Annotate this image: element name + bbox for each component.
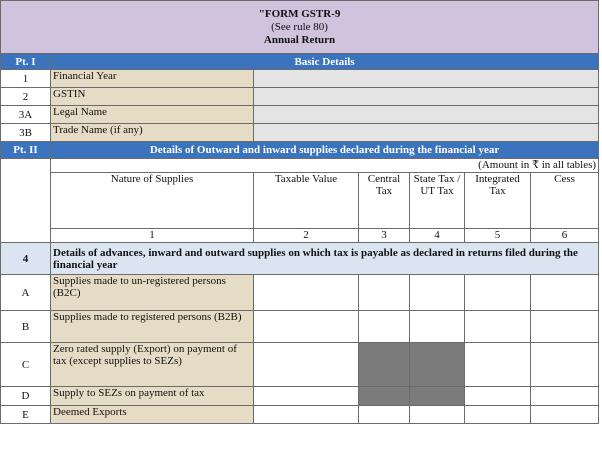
gstin-field[interactable] xyxy=(254,88,599,106)
form-name: Annual Return xyxy=(263,33,336,46)
integrated-tax-input[interactable] xyxy=(465,387,531,406)
cess-input[interactable] xyxy=(531,406,599,424)
trade-name-label: Trade Name (if any) xyxy=(51,124,254,142)
financial-year-label: Financial Year xyxy=(51,70,254,88)
legal-name-label: Legal Name xyxy=(51,106,254,124)
column-header-nature: Nature of Supplies xyxy=(51,173,254,229)
part1-heading: Basic Details xyxy=(51,54,599,70)
row-number: 1 xyxy=(1,70,51,88)
row-label-sez: Supply to SEZs on payment of tax xyxy=(51,387,254,406)
gstin-label: GSTIN xyxy=(51,88,254,106)
column-number: 2 xyxy=(254,229,359,243)
disabled-cell xyxy=(410,343,465,387)
part2-heading: Details of Outward and inward supplies declared during the financial year xyxy=(51,142,599,159)
section-4-number: 4 xyxy=(1,243,51,275)
state-tax-input[interactable] xyxy=(410,311,465,343)
column-number: 3 xyxy=(359,229,410,243)
column-header-integrated-tax: Integrated Tax xyxy=(465,173,531,229)
integrated-tax-input[interactable] xyxy=(465,406,531,424)
row-number: 2 xyxy=(1,88,51,106)
trade-name-field[interactable] xyxy=(254,124,599,142)
column-header-taxable-value: Taxable Value xyxy=(254,173,359,229)
amount-note: (Amount in ₹ in all tables) xyxy=(51,159,599,173)
cess-input[interactable] xyxy=(531,311,599,343)
row-code: D xyxy=(1,387,51,406)
part1-label: Pt. I xyxy=(1,54,51,70)
row-label-zero-rated: Zero rated supply (Export) on payment of tax (except supplies to SEZs) xyxy=(51,343,254,387)
disabled-cell xyxy=(359,387,410,406)
state-tax-input[interactable] xyxy=(410,406,465,424)
column-number: 6 xyxy=(531,229,599,243)
form-subtitle: (See rule 80) xyxy=(271,20,328,33)
form-title-block xyxy=(1,1,599,54)
cess-input[interactable] xyxy=(531,387,599,406)
column-number: 5 xyxy=(465,229,531,243)
section-4-heading: Details of advances, inward and outward supplies on which tax is payable as declared in returns filed during the financial year xyxy=(51,243,599,275)
part2-label: Pt. II xyxy=(1,142,51,159)
taxable-value-input[interactable] xyxy=(254,406,359,424)
disabled-cell xyxy=(410,387,465,406)
row-label-b2c: Supplies made to un-registered persons (B2C) xyxy=(51,275,254,311)
central-tax-input[interactable] xyxy=(359,311,410,343)
taxable-value-input[interactable] xyxy=(254,275,359,311)
row-code: E xyxy=(1,406,51,424)
row-label-b2b: Supplies made to registered persons (B2B) xyxy=(51,311,254,343)
integrated-tax-input[interactable] xyxy=(465,311,531,343)
state-tax-input[interactable] xyxy=(410,275,465,311)
taxable-value-input[interactable] xyxy=(254,387,359,406)
row-code: C xyxy=(1,343,51,387)
integrated-tax-input[interactable] xyxy=(465,275,531,311)
disabled-cell xyxy=(359,343,410,387)
row-label-deemed-exports: Deemed Exports xyxy=(51,406,254,424)
column-header-state-tax: State Tax / UT Tax xyxy=(410,173,465,229)
row-code: A xyxy=(1,275,51,311)
column-header-central-tax: Central Tax xyxy=(359,173,410,229)
column-header-cess: Cess xyxy=(531,173,599,229)
row-number: 3A xyxy=(1,106,51,124)
column-number: 1 xyxy=(51,229,254,243)
taxable-value-input[interactable] xyxy=(254,311,359,343)
cess-input[interactable] xyxy=(531,343,599,387)
legal-name-field[interactable] xyxy=(254,106,599,124)
form-title: "FORM GSTR-9 xyxy=(258,7,341,20)
central-tax-input[interactable] xyxy=(359,275,410,311)
taxable-value-input[interactable] xyxy=(254,343,359,387)
column-number: 4 xyxy=(410,229,465,243)
financial-year-field[interactable] xyxy=(254,70,599,88)
blank-cell xyxy=(1,159,51,243)
cess-input[interactable] xyxy=(531,275,599,311)
row-code: B xyxy=(1,311,51,343)
integrated-tax-input[interactable] xyxy=(465,343,531,387)
central-tax-input[interactable] xyxy=(359,406,410,424)
row-number: 3B xyxy=(1,124,51,142)
